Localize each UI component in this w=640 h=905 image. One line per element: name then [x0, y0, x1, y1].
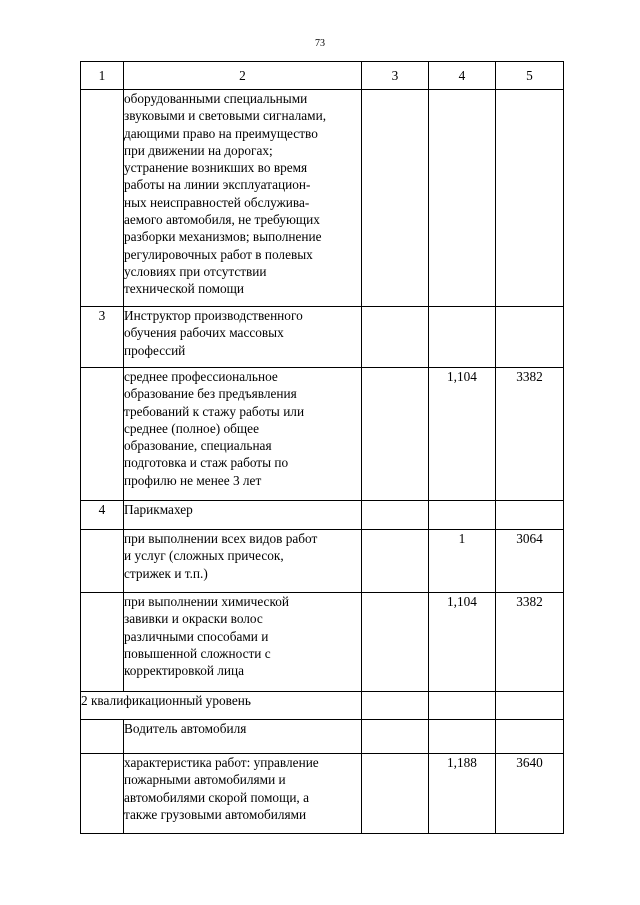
description-line: характеристика работ: управление: [124, 755, 319, 770]
description-line: требований к стажу работы или: [124, 403, 305, 419]
description-line: различными способами и: [124, 628, 269, 644]
table-row: [81, 90, 564, 307]
row-number: [81, 720, 124, 754]
header-cell-5: 5: [496, 62, 564, 90]
header-cell-1: 1: [81, 62, 124, 90]
row-description: [124, 720, 362, 754]
salary-value: [496, 307, 564, 368]
salary-value: 3382: [496, 593, 564, 692]
row-description: [124, 501, 362, 530]
description-line: повышенной сложности с: [124, 645, 271, 661]
row-description: [124, 90, 362, 307]
row-number: [81, 368, 124, 501]
description-line: при движении на дорогах;: [124, 142, 273, 158]
description-line: аемого автомобиля, не требующих: [124, 212, 320, 228]
description-line: при выполнении всех видов работ: [124, 531, 318, 546]
qualification-table: [80, 61, 564, 834]
description-line: оборудованными специальными: [124, 91, 308, 106]
table-row: [81, 501, 564, 530]
row-description: [124, 754, 362, 834]
qualification-level-row: [81, 692, 564, 720]
row-number: [81, 754, 124, 834]
table-header-row: [81, 62, 564, 90]
description-line: завивки и окраски волос: [124, 611, 263, 627]
description-line: пожарными автомобилями и: [124, 772, 286, 788]
description-line: Водитель автомобиля: [124, 721, 247, 736]
col3-value: [362, 501, 429, 530]
coefficient-value: [429, 692, 496, 720]
description-line: технической помощи: [124, 281, 245, 297]
col3-value: [362, 692, 429, 720]
description-line: корректировкой лица: [124, 663, 245, 679]
coefficient-value: 1,104: [429, 368, 496, 501]
table-row: [81, 530, 564, 593]
coefficient-value: [429, 720, 496, 754]
coefficient-value: [429, 307, 496, 368]
coefficient-value: 1,104: [429, 593, 496, 692]
salary-value: 3382: [496, 368, 564, 501]
description-line: дающими право на преимущество: [124, 125, 318, 141]
header-cell-2: 2: [124, 62, 362, 90]
salary-value: [496, 720, 564, 754]
qualification-level-label: 2 квалификационный уровень: [81, 692, 362, 720]
description-line: при выполнении химической: [124, 594, 289, 609]
description-line: подготовка и стаж работы по: [124, 455, 289, 471]
col3-value: [362, 754, 429, 834]
row-number: [81, 593, 124, 692]
page-number: 73: [315, 38, 325, 49]
row-description: [124, 368, 362, 501]
description-line: образование, специальная: [124, 438, 272, 454]
salary-value: 3640: [496, 754, 564, 834]
col3-value: [362, 307, 429, 368]
salary-value: [496, 501, 564, 530]
row-number: [81, 90, 124, 307]
description-line: обучения рабочих массовых: [124, 325, 284, 341]
header-cell-3: 3: [362, 62, 429, 90]
description-line: среднее (полное) общее: [124, 420, 259, 436]
col3-value: [362, 593, 429, 692]
coefficient-value: 1,188: [429, 754, 496, 834]
description-line: среднее профессиональное: [124, 369, 278, 384]
description-line: ных неисправностей обслужива-: [124, 194, 310, 210]
coefficient-value: [429, 501, 496, 530]
salary-value: 3064: [496, 530, 564, 593]
row-description: [124, 530, 362, 593]
salary-value: [496, 90, 564, 307]
coefficient-value: 1: [429, 530, 496, 593]
description-line: регулировочных работ в полевых: [124, 246, 313, 262]
description-line: Инструктор производственного: [124, 308, 303, 323]
description-line: разборки механизмов; выполнение: [124, 229, 322, 245]
table-row: [81, 754, 564, 834]
row-number: [81, 530, 124, 593]
description-line: работы на линии эксплуатацион-: [124, 177, 311, 193]
description-line: образование без предъявления: [124, 386, 297, 402]
description-line: стрижек и т.п.): [124, 565, 208, 581]
description-line: и услуг (сложных причесок,: [124, 548, 284, 564]
description-line: условиях при отсутствии: [124, 263, 267, 279]
col3-value: [362, 530, 429, 593]
row-number: 3: [81, 307, 124, 368]
salary-value: [496, 692, 564, 720]
row-description: [124, 593, 362, 692]
table-row: [81, 368, 564, 501]
table-row: [81, 307, 564, 368]
description-line: Парикмахер: [124, 502, 193, 517]
table-row: [81, 720, 564, 754]
table-row: [81, 593, 564, 692]
col3-value: [362, 368, 429, 501]
row-number: 4: [81, 501, 124, 530]
description-line: профессий: [124, 342, 186, 358]
description-line: звуковыми и световыми сигналами,: [124, 108, 327, 124]
description-line: автомобилями скорой помощи, а: [124, 789, 309, 805]
row-description: [124, 307, 362, 368]
coefficient-value: [429, 90, 496, 307]
description-line: устранение возникших во время: [124, 160, 308, 176]
description-line: также грузовыми автомобилями: [124, 806, 307, 822]
col3-value: [362, 720, 429, 754]
col3-value: [362, 90, 429, 307]
description-line: профилю не менее 3 лет: [124, 472, 262, 488]
header-cell-4: 4: [429, 62, 496, 90]
